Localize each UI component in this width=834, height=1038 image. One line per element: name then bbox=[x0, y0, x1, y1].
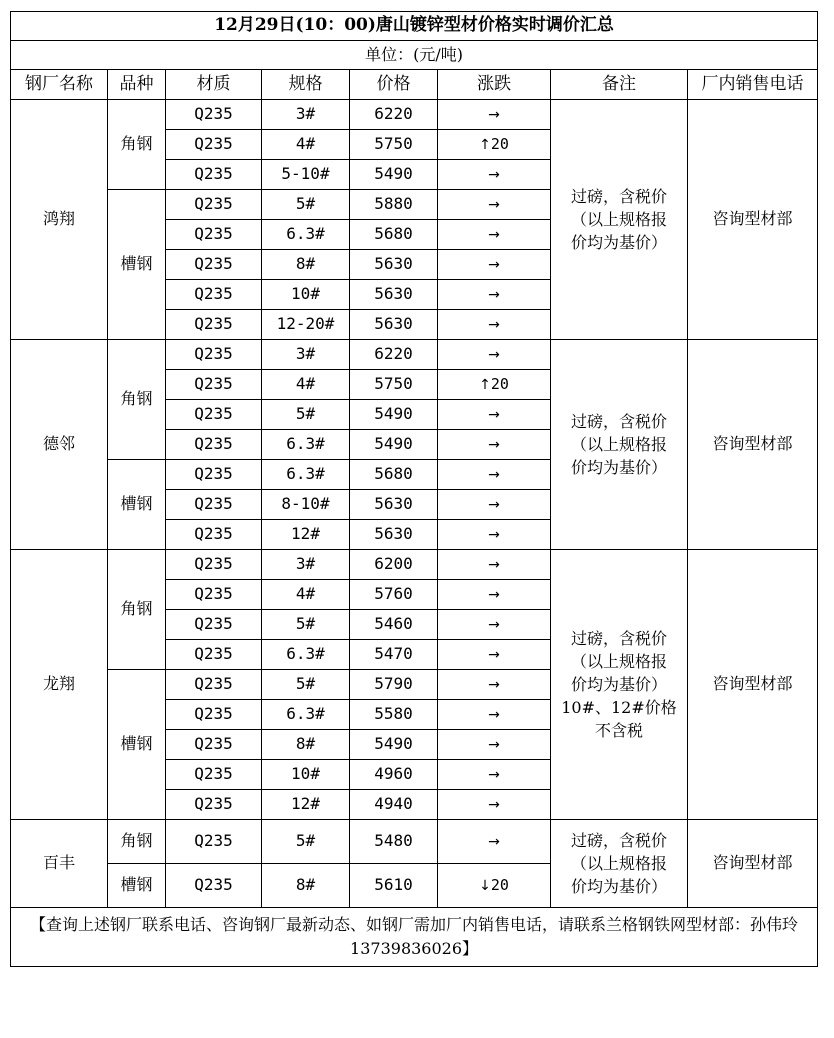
price-cell: 5630 bbox=[350, 280, 438, 310]
price-cell: 5760 bbox=[350, 580, 438, 610]
change-value: 20 bbox=[490, 375, 509, 394]
change-cell bbox=[438, 370, 551, 400]
price-cell: 5490 bbox=[350, 730, 438, 760]
spec-cell: 8# bbox=[262, 250, 350, 280]
change-cell bbox=[438, 820, 551, 864]
arrow-right-icon: → bbox=[488, 467, 500, 484]
table-row bbox=[11, 340, 818, 370]
change-cell bbox=[438, 670, 551, 700]
footer-row bbox=[11, 908, 818, 967]
change-cell bbox=[438, 610, 551, 640]
change-cell bbox=[438, 580, 551, 610]
price-cell: 5630 bbox=[350, 250, 438, 280]
spec-cell: 5# bbox=[262, 190, 350, 220]
material-cell: Q235 bbox=[166, 864, 262, 908]
spec-cell: 10# bbox=[262, 280, 350, 310]
change-cell bbox=[438, 790, 551, 820]
spec-cell: 12# bbox=[262, 790, 350, 820]
material-cell: Q235 bbox=[166, 790, 262, 820]
material-cell: Q235 bbox=[166, 820, 262, 864]
header-sales-phone: 厂内销售电话 bbox=[688, 70, 818, 100]
change-cell bbox=[438, 864, 551, 908]
spec-cell: 5-10# bbox=[262, 160, 350, 190]
header-spec: 规格 bbox=[262, 70, 350, 100]
change-cell bbox=[438, 250, 551, 280]
change-cell bbox=[438, 400, 551, 430]
material-cell: Q235 bbox=[166, 400, 262, 430]
spec-cell: 6.3# bbox=[262, 430, 350, 460]
material-cell: Q235 bbox=[166, 580, 262, 610]
change-cell bbox=[438, 550, 551, 580]
change-cell bbox=[438, 430, 551, 460]
arrow-right-icon: → bbox=[488, 437, 500, 454]
table-body bbox=[11, 12, 818, 967]
spec-cell: 5# bbox=[262, 400, 350, 430]
material-cell: Q235 bbox=[166, 430, 262, 460]
spec-cell: 4# bbox=[262, 130, 350, 160]
table-row bbox=[11, 550, 818, 580]
price-cell: 5610 bbox=[350, 864, 438, 908]
arrow-up-icon: ↑ bbox=[479, 377, 491, 394]
category-cell: 角钢 bbox=[108, 820, 166, 864]
material-cell: Q235 bbox=[166, 280, 262, 310]
change-cell bbox=[438, 220, 551, 250]
price-cell: 4960 bbox=[350, 760, 438, 790]
price-cell: 5490 bbox=[350, 430, 438, 460]
arrow-up-icon: ↑ bbox=[479, 137, 491, 154]
category-cell: 槽钢 bbox=[108, 864, 166, 908]
arrow-right-icon: → bbox=[488, 557, 500, 574]
header-change: 涨跌 bbox=[438, 70, 551, 100]
arrow-right-icon: → bbox=[488, 647, 500, 664]
sales-phone-cell: 咨询型材部 bbox=[688, 820, 818, 908]
spec-cell: 5# bbox=[262, 670, 350, 700]
price-cell: 5750 bbox=[350, 130, 438, 160]
spec-cell: 6.3# bbox=[262, 700, 350, 730]
spec-cell: 8-10# bbox=[262, 490, 350, 520]
price-cell: 5470 bbox=[350, 640, 438, 670]
note-cell: 过磅，含税价 （以上规格报 价均为基价） bbox=[551, 100, 688, 340]
price-cell: 5750 bbox=[350, 370, 438, 400]
material-cell: Q235 bbox=[166, 100, 262, 130]
price-cell: 5880 bbox=[350, 190, 438, 220]
change-cell bbox=[438, 730, 551, 760]
price-cell: 5490 bbox=[350, 400, 438, 430]
price-cell: 5480 bbox=[350, 820, 438, 864]
material-cell: Q235 bbox=[166, 460, 262, 490]
sales-phone-cell: 咨询型材部 bbox=[688, 340, 818, 550]
price-cell: 5580 bbox=[350, 700, 438, 730]
arrow-down-icon: ↓ bbox=[479, 878, 491, 895]
arrow-right-icon: → bbox=[488, 707, 500, 724]
arrow-right-icon: → bbox=[488, 107, 500, 124]
change-cell bbox=[438, 160, 551, 190]
material-cell: Q235 bbox=[166, 670, 262, 700]
header-price: 价格 bbox=[350, 70, 438, 100]
note-cell: 过磅，含税价 （以上规格报 价均为基价） bbox=[551, 820, 688, 908]
price-table bbox=[10, 11, 818, 967]
change-cell bbox=[438, 520, 551, 550]
spec-cell: 4# bbox=[262, 370, 350, 400]
arrow-right-icon: → bbox=[488, 767, 500, 784]
spec-cell: 8# bbox=[262, 730, 350, 760]
mill-name-cell: 德邻 bbox=[11, 340, 108, 550]
change-cell bbox=[438, 310, 551, 340]
change-cell bbox=[438, 280, 551, 310]
arrow-right-icon: → bbox=[488, 737, 500, 754]
header-note: 备注 bbox=[551, 70, 688, 100]
price-cell: 5490 bbox=[350, 160, 438, 190]
price-cell: 5790 bbox=[350, 670, 438, 700]
change-cell bbox=[438, 490, 551, 520]
price-cell: 5630 bbox=[350, 310, 438, 340]
mill-name-cell: 百丰 bbox=[11, 820, 108, 908]
spec-cell: 3# bbox=[262, 340, 350, 370]
arrow-right-icon: → bbox=[488, 257, 500, 274]
arrow-right-icon: → bbox=[488, 797, 500, 814]
mill-name-cell: 鸿翔 bbox=[11, 100, 108, 340]
spec-cell: 10# bbox=[262, 760, 350, 790]
note-cell: 过磅，含税价 （以上规格报 价均为基价） 10#、12#价格 不含税 bbox=[551, 550, 688, 820]
spec-cell: 5# bbox=[262, 610, 350, 640]
spec-cell: 8# bbox=[262, 864, 350, 908]
material-cell: Q235 bbox=[166, 700, 262, 730]
spec-cell: 6.3# bbox=[262, 220, 350, 250]
material-cell: Q235 bbox=[166, 190, 262, 220]
note-cell: 过磅，含税价 （以上规格报 价均为基价） bbox=[551, 340, 688, 550]
price-cell: 4940 bbox=[350, 790, 438, 820]
change-cell bbox=[438, 460, 551, 490]
category-cell: 槽钢 bbox=[108, 670, 166, 820]
change-cell bbox=[438, 130, 551, 160]
arrow-right-icon: → bbox=[488, 167, 500, 184]
table-row bbox=[11, 100, 818, 130]
price-cell: 6220 bbox=[350, 100, 438, 130]
spec-cell: 12-20# bbox=[262, 310, 350, 340]
spec-cell: 6.3# bbox=[262, 460, 350, 490]
title-row bbox=[11, 12, 818, 41]
change-cell bbox=[438, 190, 551, 220]
change-cell bbox=[438, 700, 551, 730]
material-cell: Q235 bbox=[166, 310, 262, 340]
material-cell: Q235 bbox=[166, 370, 262, 400]
price-cell: 5460 bbox=[350, 610, 438, 640]
spec-cell: 3# bbox=[262, 550, 350, 580]
spec-cell: 5# bbox=[262, 820, 350, 864]
unit-row bbox=[11, 41, 818, 70]
change-cell bbox=[438, 100, 551, 130]
arrow-right-icon: → bbox=[488, 407, 500, 424]
sales-phone-cell: 咨询型材部 bbox=[688, 550, 818, 820]
material-cell: Q235 bbox=[166, 730, 262, 760]
category-cell: 角钢 bbox=[108, 100, 166, 190]
arrow-right-icon: → bbox=[488, 497, 500, 514]
spec-cell: 3# bbox=[262, 100, 350, 130]
price-cell: 5680 bbox=[350, 220, 438, 250]
price-cell: 5630 bbox=[350, 520, 438, 550]
spec-cell: 12# bbox=[262, 520, 350, 550]
material-cell: Q235 bbox=[166, 250, 262, 280]
arrow-right-icon: → bbox=[488, 677, 500, 694]
header-row bbox=[11, 70, 818, 100]
spec-cell: 4# bbox=[262, 580, 350, 610]
material-cell: Q235 bbox=[166, 520, 262, 550]
price-cell: 6200 bbox=[350, 550, 438, 580]
arrow-right-icon: → bbox=[488, 527, 500, 544]
category-cell: 槽钢 bbox=[108, 190, 166, 340]
change-value: 20 bbox=[490, 876, 509, 895]
page-title: 12月29日(10：00)唐山镀锌型材价格实时调价汇总 bbox=[11, 12, 818, 41]
category-cell: 角钢 bbox=[108, 550, 166, 670]
arrow-right-icon: → bbox=[488, 317, 500, 334]
material-cell: Q235 bbox=[166, 160, 262, 190]
material-cell: Q235 bbox=[166, 340, 262, 370]
material-cell: Q235 bbox=[166, 130, 262, 160]
price-cell: 6220 bbox=[350, 340, 438, 370]
category-cell: 角钢 bbox=[108, 340, 166, 460]
unit-label: 单位：(元/吨) bbox=[11, 41, 818, 70]
material-cell: Q235 bbox=[166, 550, 262, 580]
price-sheet bbox=[10, 11, 817, 967]
material-cell: Q235 bbox=[166, 760, 262, 790]
header-category: 品种 bbox=[108, 70, 166, 100]
change-cell bbox=[438, 340, 551, 370]
change-cell bbox=[438, 640, 551, 670]
mill-name-cell: 龙翔 bbox=[11, 550, 108, 820]
change-value: 20 bbox=[490, 135, 509, 154]
footer-contact-note: 【查询上述钢厂联系电话、咨询钢厂最新动态、如钢厂需加厂内销售电话，请联系兰格钢铁网型材部：孙伟玲13739836026】 bbox=[11, 908, 818, 967]
arrow-right-icon: → bbox=[488, 347, 500, 364]
arrow-right-icon: → bbox=[488, 197, 500, 214]
spec-cell: 6.3# bbox=[262, 640, 350, 670]
sales-phone-cell: 咨询型材部 bbox=[688, 100, 818, 340]
material-cell: Q235 bbox=[166, 610, 262, 640]
change-cell bbox=[438, 760, 551, 790]
header-mill-name: 钢厂名称 bbox=[11, 70, 108, 100]
arrow-right-icon: → bbox=[488, 834, 500, 851]
arrow-right-icon: → bbox=[488, 227, 500, 244]
category-cell: 槽钢 bbox=[108, 460, 166, 550]
header-material: 材质 bbox=[166, 70, 262, 100]
material-cell: Q235 bbox=[166, 490, 262, 520]
material-cell: Q235 bbox=[166, 640, 262, 670]
arrow-right-icon: → bbox=[488, 287, 500, 304]
material-cell: Q235 bbox=[166, 220, 262, 250]
table-row bbox=[11, 820, 818, 864]
price-cell: 5630 bbox=[350, 490, 438, 520]
arrow-right-icon: → bbox=[488, 617, 500, 634]
price-cell: 5680 bbox=[350, 460, 438, 490]
arrow-right-icon: → bbox=[488, 587, 500, 604]
